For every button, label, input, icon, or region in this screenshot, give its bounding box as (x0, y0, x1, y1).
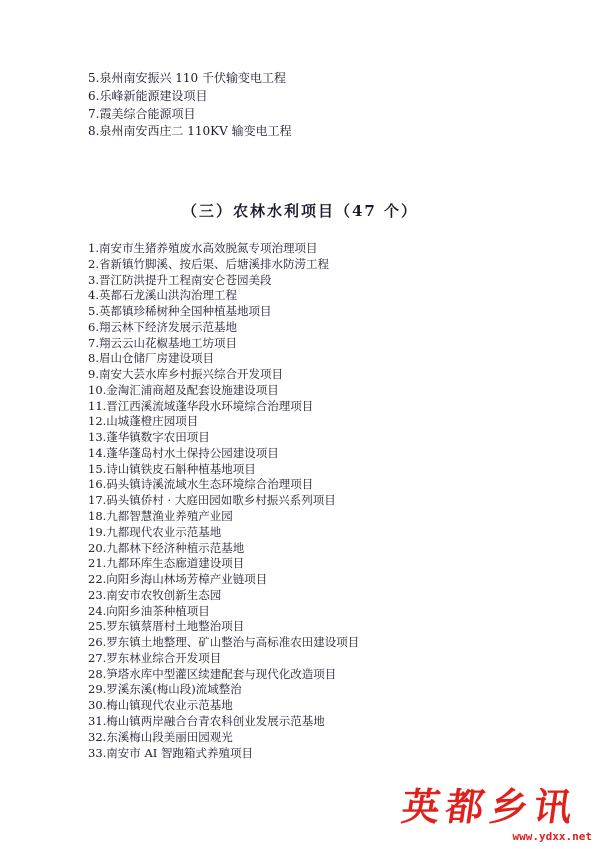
list-item: 33.南安市 AI 智跑箱式养殖项目 (88, 745, 253, 760)
list-item: 32.东溪梅山段美丽田园观光 (88, 729, 233, 744)
list-item: 24.向阳乡油茶种植项目 (88, 603, 210, 618)
list-item: 28.笋塔水库中型灌区续建配套与现代化改造项目 (88, 666, 337, 681)
list-item: 16.码头镇诗溪流域水生态环境综合治理项目 (88, 477, 314, 492)
list-item: 21.九都环库生态廊道建设项目 (88, 556, 245, 571)
list-item: 19.九都现代农业示范基地 (88, 524, 222, 539)
list-item: 14.蓬华蓬岛村水土保持公园建设项目 (88, 445, 279, 460)
list-item: 7.翔云云山花椒基地工坊项目 (88, 335, 237, 350)
list-item: 7.霞美综合能源项目 (88, 106, 196, 121)
list-item: 31.梅山镇两岸融合台青农科创业发展示范基地 (88, 713, 325, 728)
list-item: 3.晋江防洪提升工程南安仑苍园美段 (88, 272, 272, 287)
list-item: 6.乐峰新能源建设项目 (88, 88, 208, 103)
section-title: （三）农林水利项目（47 个） (181, 202, 419, 220)
list-item: 29.罗溪东溪(梅山段)流域整治 (88, 682, 242, 697)
list-item: 23.南安市农牧创新生态园 (88, 587, 222, 602)
list-item: 25.罗东镇蔡厝村土地整治项目 (88, 619, 245, 634)
list-item: 12.山城蓬橙庄园项目 (88, 414, 199, 429)
list-item: 11.晋江西溪流域蓬华段水环境综合治理项目 (88, 398, 314, 413)
list-item: 26.罗东镇土地整理、矿山整治与高标准农田建设项目 (88, 635, 360, 650)
list-item: 4.英都石龙溪山洪沟治理工程 (88, 288, 237, 303)
list-item: 15.诗山镇铁皮石斛种植基地项目 (88, 461, 256, 476)
list-item: 27.罗东林业综合开发项目 (88, 650, 222, 665)
list-item: 5.英都镇珍稀树种全国种植基地项目 (88, 304, 272, 319)
list-item: 8.眉山仓储厂房建设项目 (88, 351, 214, 366)
list-item: 10.金淘汇浦商超及配套设施建设项目 (88, 382, 279, 397)
list-item: 1.南安市生猪养殖废水高效脱氮专项治理项目 (88, 241, 318, 255)
previous-section-list (88, 70, 292, 141)
list-item: 20.九都林下经济种植示范基地 (88, 540, 245, 555)
list-item: 13.蓬华镇数字农田项目 (88, 430, 210, 445)
list-item: 30.梅山镇现代农业示范基地 (88, 698, 233, 713)
list-item: 5.泉州南安振兴 110 千伏输变电工程 (88, 71, 286, 85)
watermark-url: www.ydxx.net (512, 830, 592, 843)
list-item: 22.向阳乡海山林场芳樟产业链项目 (88, 572, 268, 587)
list-item: 17.码头镇侨村 · 大庭田园如歌乡村振兴系列项目 (88, 493, 336, 508)
list-item: 18.九都智慧渔业养殖产业园 (88, 509, 233, 524)
list-item: 9.南安大芸水库乡村振兴综合开发项目 (88, 367, 283, 382)
list-item: 2.省新镇竹脚溪、按后渠、后塘溪排水防涝工程 (88, 256, 329, 271)
project-list (88, 241, 359, 761)
list-item: 8.泉州南安西庄二 110KV 输变电工程 (88, 124, 292, 139)
list-item: 6.翔云林下经济发展示范基地 (88, 319, 237, 334)
watermark-logo: 英都乡讯 (398, 784, 582, 829)
